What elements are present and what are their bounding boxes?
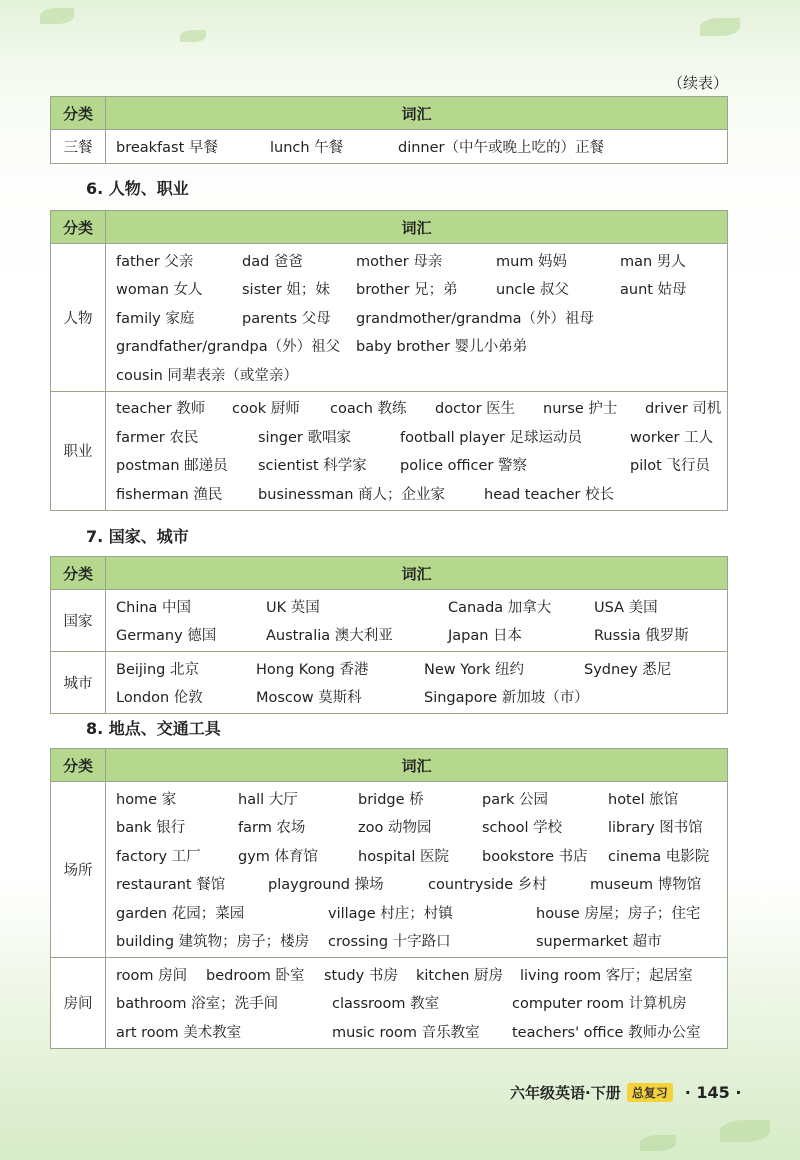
people-category: 人物: [51, 244, 106, 392]
word: house 房屋；房子；住宅: [536, 905, 701, 922]
word: crossing 十字路口: [328, 934, 451, 951]
word: cook 厨师: [232, 401, 300, 418]
vocab-header: 词汇: [106, 557, 728, 590]
word: London 伦敦: [116, 690, 203, 707]
word: farmer 农民: [116, 429, 199, 446]
word-row: [116, 360, 723, 389]
word: mum 妈妈: [496, 253, 568, 270]
word: kitchen 厨房: [416, 967, 503, 984]
word-row: [116, 989, 723, 1018]
countries-category: 国家: [51, 590, 106, 652]
word: USA 美国: [594, 599, 658, 616]
word-row: [116, 683, 723, 712]
word: teachers' office 教师办公室: [512, 1024, 701, 1041]
word-row: [116, 592, 723, 621]
word: parents 父母: [242, 310, 331, 327]
word: building 建筑物；房子；楼房: [116, 934, 310, 951]
word-row: [116, 275, 723, 304]
page-number: · 145 ·: [684, 1083, 742, 1102]
section-title: 6. 人物、职业: [86, 179, 189, 198]
meals-category: 三餐: [51, 130, 106, 164]
word: pilot 飞行员: [630, 458, 710, 475]
word: living room 客厅；起居室: [520, 967, 693, 984]
word: football player 足球运动员: [400, 429, 582, 446]
word: farm 农场: [238, 820, 306, 837]
word-row: [116, 813, 723, 842]
word-row: [116, 394, 723, 423]
leaf-decoration: [700, 18, 740, 36]
word: man 男人: [620, 253, 686, 270]
word-row: [116, 654, 723, 683]
section-title: 7. 国家、城市: [86, 527, 189, 546]
word: lunch 午餐: [270, 140, 344, 156]
word-row: [116, 870, 723, 899]
word: fisherman 渔民: [116, 486, 223, 503]
leaf-decoration: [640, 1135, 676, 1151]
word: teacher 教师: [116, 401, 206, 418]
word: Canada 加拿大: [448, 599, 552, 616]
places-category: 场所: [51, 782, 106, 958]
word-row: [116, 451, 723, 480]
word: breakfast 早餐: [116, 140, 218, 156]
word-row: [116, 784, 723, 813]
word: baby brother 婴儿小弟弟: [356, 339, 528, 356]
countries-cities-table: [50, 556, 728, 714]
word: grandmother/grandma（外）祖母: [356, 310, 595, 327]
word: woman 女人: [116, 282, 203, 299]
word: zoo 动物园: [358, 820, 432, 837]
cities-category: 城市: [51, 652, 106, 714]
category-header: 分类: [51, 211, 106, 244]
word: mother 母亲: [356, 253, 443, 270]
word: bedroom 卧室: [206, 967, 305, 984]
word: classroom 教室: [332, 996, 440, 1013]
word: Beijing 北京: [116, 661, 199, 678]
word-row: [116, 960, 723, 989]
word: aunt 姑母: [620, 282, 687, 299]
rooms-category: 房间: [51, 958, 106, 1049]
word: art room 美术教室: [116, 1024, 242, 1041]
word-row: [116, 841, 723, 870]
word: grandfather/grandpa（外）祖父: [116, 339, 341, 356]
word: businessman 商人；企业家: [258, 486, 446, 503]
word: Hong Kong 香港: [256, 661, 369, 678]
people-jobs-table: [50, 210, 728, 511]
word: park 公园: [482, 791, 549, 808]
word: gym 体育馆: [238, 848, 319, 865]
word: school 学校: [482, 820, 563, 837]
word: library 图书馆: [608, 820, 703, 837]
category-header: 分类: [51, 557, 106, 590]
word-row: [116, 422, 723, 451]
word: driver 司机: [645, 401, 722, 418]
leaf-decoration: [720, 1120, 770, 1142]
word: brother 兄；弟: [356, 282, 458, 299]
word: father 父亲: [116, 253, 194, 270]
word-row: [116, 898, 723, 927]
word: computer room 计算机房: [512, 996, 687, 1013]
word: Singapore 新加坡（市）: [424, 690, 589, 707]
category-header: 分类: [51, 97, 106, 130]
vocab-header: 词汇: [106, 211, 728, 244]
word: Germany 德国: [116, 628, 217, 645]
word: sister 姐；妹: [242, 282, 330, 299]
word: bank 银行: [116, 820, 186, 837]
word: uncle 叔父: [496, 282, 569, 299]
word: garden 花园；菜园: [116, 905, 245, 922]
word: doctor 医生: [435, 401, 516, 418]
word: coach 教练: [330, 401, 407, 418]
leaf-decoration: [180, 30, 206, 42]
word: factory 工厂: [116, 848, 201, 865]
continued-label: （续表）: [667, 74, 728, 92]
word-row: [116, 621, 723, 650]
word: cinema 电影院: [608, 848, 710, 865]
word: playground 操场: [268, 877, 384, 894]
word-row: [116, 332, 723, 361]
word: bridge 桥: [358, 791, 424, 808]
word: worker 工人: [630, 429, 714, 446]
word-row: [116, 132, 723, 161]
word-row: [116, 1017, 723, 1046]
page-footer: [510, 1082, 741, 1103]
word-row: [116, 927, 723, 956]
vocab-header: 词汇: [106, 749, 728, 782]
word: dad 爸爸: [242, 253, 303, 270]
leaf-decoration: [40, 8, 74, 24]
section-title: 8. 地点、交通工具: [86, 719, 221, 738]
word: scientist 科学家: [258, 458, 367, 475]
book-title: 六年级英语·下册: [510, 1084, 621, 1102]
word: hotel 旅馆: [608, 791, 679, 808]
word: Russia 俄罗斯: [594, 628, 689, 645]
jobs-category: 职业: [51, 391, 106, 510]
word: New York 纽约: [424, 661, 525, 678]
word-row: [116, 303, 723, 332]
word: police officer 警察: [400, 458, 527, 475]
word: nurse 护士: [543, 401, 618, 418]
vocab-header: 词汇: [106, 97, 728, 130]
word: hall 大厅: [238, 791, 298, 808]
word: Sydney 悉尼: [584, 661, 672, 678]
word: cousin 同辈表亲（或堂亲）: [116, 367, 298, 384]
word: singer 歌唱家: [258, 429, 351, 446]
word: head teacher 校长: [484, 486, 614, 503]
word: dinner（中午或晚上吃的）正餐: [398, 140, 604, 156]
word: music room 音乐教室: [332, 1024, 480, 1041]
word-row: [116, 479, 723, 508]
word: village 村庄；村镇: [328, 905, 453, 922]
category-header: 分类: [51, 749, 106, 782]
word: bathroom 浴室；洗手间: [116, 996, 279, 1013]
word: study 书房: [324, 967, 398, 984]
word: supermarket 超市: [536, 934, 662, 951]
word: restaurant 餐馆: [116, 877, 226, 894]
word-row: [116, 246, 723, 275]
word: family 家庭: [116, 310, 195, 327]
word: Japan 日本: [448, 628, 523, 645]
word: Moscow 莫斯科: [256, 690, 362, 707]
word: bookstore 书店: [482, 848, 588, 865]
word: home 家: [116, 791, 177, 808]
word: Australia 澳大利亚: [266, 628, 393, 645]
word: museum 博物馆: [590, 877, 702, 894]
places-rooms-table: [50, 748, 728, 1049]
word: UK 英国: [266, 599, 320, 616]
meals-table: [50, 96, 728, 164]
word: countryside 乡村: [428, 877, 547, 894]
word: postman 邮递员: [116, 458, 228, 475]
word: China 中国: [116, 599, 192, 616]
review-badge: 总复习: [627, 1083, 673, 1102]
word: hospital 医院: [358, 848, 450, 865]
word: room 房间: [116, 967, 188, 984]
